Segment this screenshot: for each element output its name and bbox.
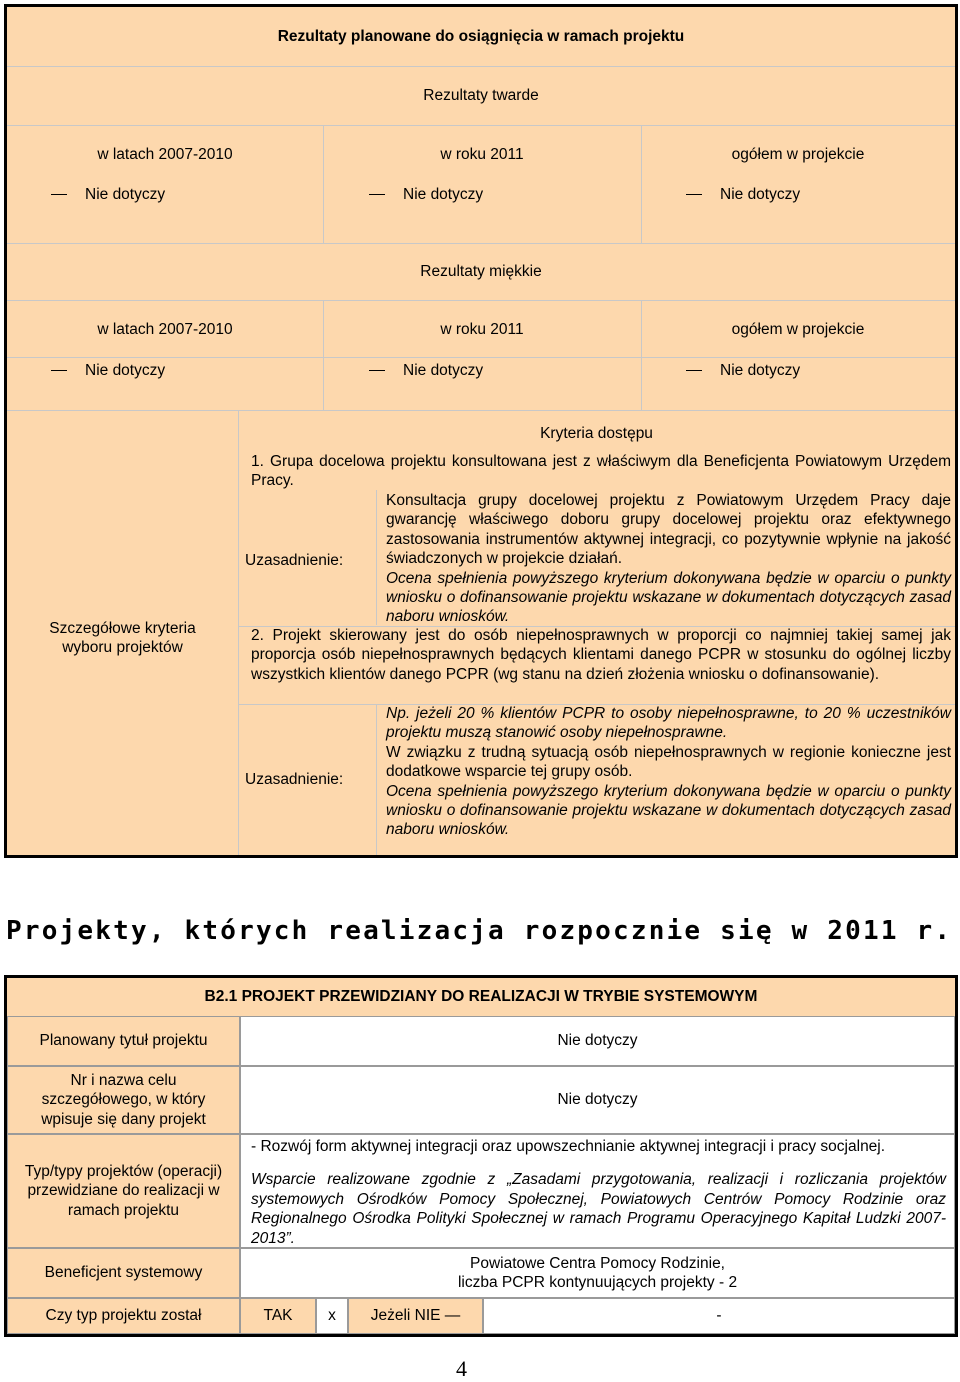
title-value: Nie dotyczy <box>557 1032 638 1050</box>
hard-value-total: Nie dotyczy <box>686 186 800 204</box>
type-label-cell <box>7 1134 240 1248</box>
soft-results-heading: Rezultaty miękkie <box>420 263 542 280</box>
dash-icon <box>51 370 67 371</box>
hard-value-2007-2010: Nie dotyczy <box>51 186 165 204</box>
title-value-cell <box>240 1016 955 1066</box>
hard-col-2007-2010: w latach 2007-2010 <box>97 146 233 163</box>
justification-label-2: Uzasadnienie: <box>245 771 344 788</box>
dash-icon <box>686 194 702 195</box>
soft-col-2011: w roku 2011 <box>440 321 524 338</box>
type-value-cell <box>240 1134 955 1248</box>
project-table <box>4 975 958 1337</box>
results-table <box>4 4 958 858</box>
divider <box>323 125 324 243</box>
divider <box>641 300 642 410</box>
page-number: 4 <box>456 1356 467 1381</box>
justification-label-1: Uzasadnienie: <box>245 552 344 569</box>
project-table-header <box>7 978 955 1016</box>
project-table-header-text: B2.1 PROJEKT PRZEWIDZIANY DO REALIZACJI W TRYBIE SYSTEMOWYM <box>204 988 758 1006</box>
criterion-2-example: Np. jeżeli 20 % klientów PCPR to osoby niepełnosprawne, to 20 % uczestników projektu muszą stanowić osoby niepełnosprawne. <box>386 705 951 742</box>
criteria-row-label: Szczegółowe kryteria wyboru projektów <box>49 620 196 657</box>
if-no-value-cell <box>483 1298 955 1334</box>
dash-icon <box>686 370 702 371</box>
if-no-value: - <box>716 1307 722 1325</box>
criterion-1-evaluation: Ocena spełnienia powyższego kryterium dokonywana będzie w oparciu o punkty wniosku o dofinansowanie projektu wskazane w dokumentach dotyczących zasad naboru wniosków. <box>386 569 951 626</box>
soft-value-total: Nie dotyczy <box>686 362 800 380</box>
criterion-1: 1. Grupa docelowa projektu konsultowana jest z właściwym dla Beneficjenta Powiatowym Urzędem Pracy. <box>251 453 951 490</box>
mark-cell <box>316 1298 348 1334</box>
question-text: Czy typ projektu został <box>45 1307 202 1325</box>
hard-results-heading: Rezultaty twarde <box>423 87 539 104</box>
if-no-cell <box>348 1298 483 1334</box>
soft-col-total: ogółem w projekcie <box>731 321 865 338</box>
yes-mark: x <box>328 1307 336 1325</box>
divider <box>7 125 955 126</box>
criterion-2-justification <box>386 704 951 840</box>
divider <box>323 300 324 410</box>
hard-value-2011: Nie dotyczy <box>369 186 483 204</box>
divider <box>7 243 955 244</box>
yes-label: TAK <box>263 1307 293 1325</box>
divider <box>7 300 955 301</box>
type-value: - Rozwój form aktywnej integracji oraz upowszechnianie aktywnej integracji i pracy socjalnej. <box>251 1138 886 1155</box>
yes-cell <box>240 1298 316 1334</box>
soft-col-2007-2010: w latach 2007-2010 <box>97 321 233 338</box>
hard-col-2011: w roku 2011 <box>440 146 524 163</box>
beneficiary-value-cell <box>240 1248 955 1298</box>
measure-label: Nr i nazwa celu szczegółowego, w który wpisuje się dany projekt <box>41 1071 206 1128</box>
divider <box>376 490 377 625</box>
divider <box>238 410 239 855</box>
criterion-2-evaluation: Ocena spełnienia powyższego kryterium dokonywana będzie w oparciu o punkty wniosku o dofinansowanie projektu wskazane w dokumentach dotyczących zasad naboru wniosków. <box>386 782 951 839</box>
measure-value-cell <box>240 1066 955 1134</box>
type-label: Typ/typy projektów (operacji) przewidziane do realizacji w ramach projektu <box>24 1162 223 1219</box>
results-title: Rezultaty planowane do osiągnięcia w ramach projektu <box>277 28 685 45</box>
divider <box>7 357 955 358</box>
beneficiary-label: Beneficjent systemowy <box>44 1264 203 1282</box>
divider <box>7 410 955 411</box>
criterion-1-justification-text: Konsultacja grupy docelowej projektu z Powiatowym Urzędem Pracy daje gwarancję właściwego doboru grupy docelowej projektu oraz efektywnego zastosowania instrumentów aktywnej integracji, co pozytywnie wpłynie na jakość świadczonych w projekcie działań. <box>386 492 951 568</box>
title-label-cell <box>7 1016 240 1066</box>
dash-icon <box>369 370 385 371</box>
question-cell <box>7 1298 240 1334</box>
beneficiary-line-1: Powiatowe Centra Pomocy Rodzinie, <box>469 1254 725 1272</box>
criterion-2-justification-text: W związku z trudną sytuacją osób niepełnosprawnych w regionie konieczne jest dodatkowe wsparcie tej grupy osób. <box>386 743 951 781</box>
divider <box>7 66 955 67</box>
beneficiary-line-2: liczba PCPR kontynuujących projekty - 2 <box>457 1274 738 1291</box>
type-support-text: Wsparcie realizowane zgodnie z „Zasadami przygotowania, realizacji i rozliczania projektów systemowych Ośrodków Pomocy Społecznej, Powiatowych Centrów Pomocy Rodzinie oraz Regionalnego Ośrodka Polityki Społecznej w ramach Programu Operacyjnego Kapitał Ludzki 2007-2013”. <box>251 1171 946 1247</box>
soft-value-2011: Nie dotyczy <box>369 362 483 380</box>
criteria-heading: Kryteria dostępu <box>540 425 653 442</box>
if-no-label: Jeżeli NIE — <box>370 1307 461 1325</box>
beneficiary-label-cell <box>7 1248 240 1298</box>
criterion-1-justification <box>386 491 951 627</box>
divider <box>376 704 377 855</box>
dash-icon <box>51 194 67 195</box>
criterion-2: 2. Projekt skierowany jest do osób niepełnosprawnych w proporcji co najmniej takiej samej jak proporcja osób niepełnosprawnych będących klientami danego PCPR w stosunku do ogólnej liczby wszystkich klientów danego PCPR (wg stanu na dzień złożenia wniosku o dofinansowanie). <box>251 627 951 683</box>
measure-value: Nie dotyczy <box>557 1091 638 1109</box>
title-label: Planowany tytuł projektu <box>39 1032 208 1050</box>
section-heading: Projekty, których realizacja rozpocznie się w 2011 r. <box>6 916 953 946</box>
dash-icon <box>369 194 385 195</box>
hard-col-total: ogółem w projekcie <box>731 146 865 163</box>
soft-value-2007-2010: Nie dotyczy <box>51 362 165 380</box>
divider <box>641 125 642 243</box>
measure-label-cell <box>7 1066 240 1134</box>
